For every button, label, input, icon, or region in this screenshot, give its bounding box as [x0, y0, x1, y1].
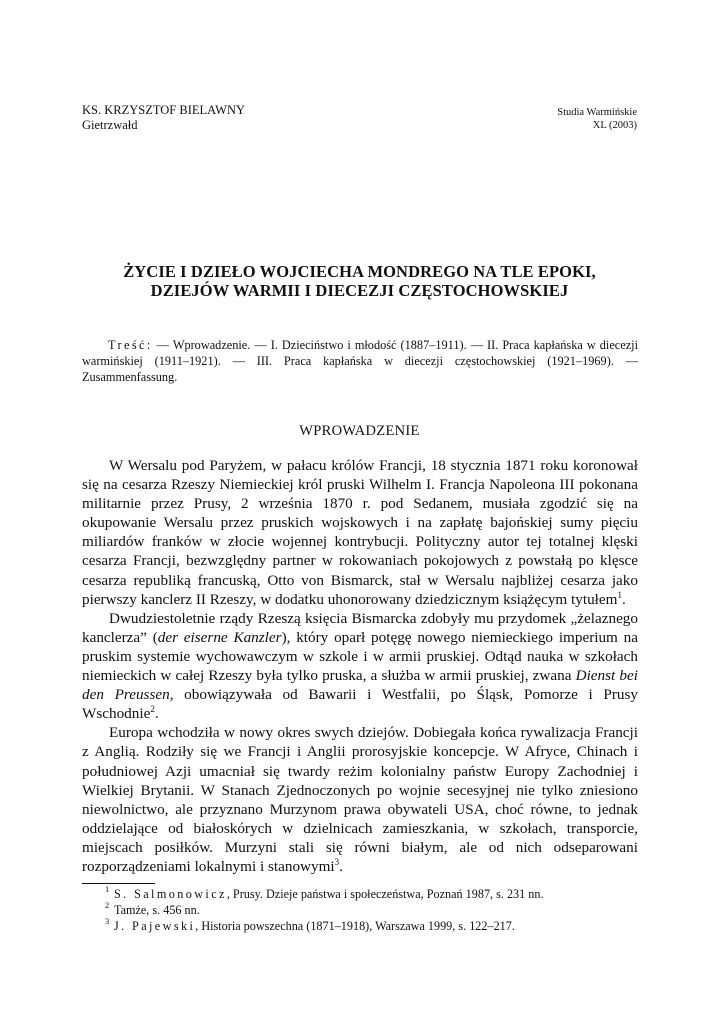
footnote-2-text: Tamże, s. 456 nn. — [114, 903, 200, 917]
paragraph-2-italic-a: der eiserne Kanzler — [157, 628, 282, 646]
paragraph-3-text: Europa wchodziła w nowy okres swych dziejów. Dobiegała końca rywalizacja Francji z Anglią. Rodziły się we Francji i Anglii prorosyjskie koncepcje. W Afryce, Chinach i południowej Azji umacniał się twardy reżim kolonialny państw Europy Zachodniej i Wielkiej Brytanii. W Stanach Zjednoczonych po wojnie secesyjnej nie tylko zniesiono niewolnictwo, ale przyznano Murzynom prawa obywateli USA, choć równe, to jednak oddzielające od białoskórych w dzielnicach zamieszkania, w szkołach, transporcie, miejscach posiłków. Murzyni stali się równi białym, ale od nich odseparowani rozporządzeniami lokalnymi i stanowymi — [82, 724, 638, 875]
article-title — [60, 262, 659, 300]
footnote-2: 2 Tamże, s. 456 nn. — [105, 900, 200, 917]
contents-label: Treść: — [108, 338, 153, 352]
footnote-3: 3 J. Pajewski, Historia powszechna (1871–1918), Warszawa 1999, s. 122–217. — [105, 916, 515, 933]
paragraph-2-text-b: ), który oparł potęgę nowego niemieckiego imperium na pruskim systemie wychowawczym w szkole i w armii pruskiej. Odtąd nauka w szkołach niemieckich w całej Rzeszy była tylko pruska, a służba w armii pruskiej, zwana — [82, 628, 639, 685]
footnote-3-author: J. Pajewski — [114, 919, 196, 933]
footnote-1-text: , Prusy. Dzieje państwa i społeczeństwa, Poznań 1987, s. 231 nn. — [226, 887, 544, 901]
paragraph-2-italic-b: Dienst bei den Preussen — [82, 667, 638, 704]
journal-volume: XL (2003) — [592, 120, 637, 131]
author-affiliation: Gietrzwałd — [82, 118, 138, 132]
paragraph-2-text-a: Dwudziestoletnie rządy Rzeszą księcia Bismarcka zdobyły mu przydomek „żelaznego kanclerza” ( — [82, 609, 638, 646]
footnote-ref-1: 1 — [617, 589, 622, 600]
paragraph-2-text-c: , obowiązywała od Bawarii i Westfalii, po Śląsk, Pomorze i Prusy Wschodnie — [82, 686, 639, 723]
paragraph-2: Dwudziestoletnie rządy Rzeszą księcia Bismarcka zdobyły mu przydomek „żelaznego kanclerza” (der eiserne Kanzler), który oparł potęgę nowego niemieckiego imperium na pruskim systemie wychowawczym w szkole i w armii pruskiej. Odtąd nauka w szkołach niemieckich w całej Rzeszy była tylko pruska, a służba w armii pruskiej, zwana Dienst bei den Preussen, obowiązywała od Bawarii i Westfalii, po Śląsk, Pomorze i Prusy Wschodnie$^2$. — [82, 609, 639, 723]
paragraph-1: W Wersalu pod Paryżem, w pałacu królów Francji, 18 stycznia 1871 roku koronował się na cesarza Rzeszy Niemieckiej król pruski Wilhelm I. Francja Napoleona III pokonana militarnie przez Prusy, 2 września 1870 r. pod Sedanem, musiała zgodzić się na okupowanie Wersalu przez pruskich wojskowych i na zapłatę bajońskiej sumy pięciu miliardów franków w złocie wojennej kontrybucji. Polityczny autor tej totalnej klęski cesarza Francji, bezwzględny partner w rokowaniach pokojowych z powstałą po klęsce cesarza republiką francuską, Otto von Bismarck, stał w Wersalu najbliżej cesarza jako pierwszy kanclerz II Rzeszy, w dodatku uhonorowany dziedzicznym książęcym tytułem$^1$. — [82, 457, 638, 608]
footnote-3-text: , Historia powszechna (1871–1918), Warszawa 1999, s. 122–217. — [195, 919, 515, 933]
paragraph-3: Europa wchodziła w nowy okres swych dziejów. Dobiegała końca rywalizacja Francji z Anglią. Rodziły się we Francji i Anglii prorosyjskie koncepcje. W Afryce, Chinach i południowej Azji umacniał się twardy reżim kolonialny państw Europy Zachodniej i Wielkiej Brytanii. W Stanach Zjednoczonych po wojnie secesyjnej nie tylko zniesiono niewolnictwo, ale przyznano Murzynom prawa obywateli USA, choć równe, to jednak oddzielające od białoskórych w dzielnicach zamieszkania, w szkołach, transporcie, miejscach posiłków. Murzyni stali się równi białym, ale od nich odseparowani rozporządzeniami lokalnymi i stanowymi$^3$. — [82, 724, 638, 875]
footnote-1: 1 S. Salmonowicz, Prusy. Dzieje państwa i społeczeństwa, Poznań 1987, s. 231 nn. — [105, 884, 544, 901]
author-name: KS. KRZYSZTOF BIELAWNY — [82, 103, 246, 117]
footnotes — [82, 886, 638, 934]
table-of-contents — [82, 337, 638, 385]
section-heading: WPROWADZENIE — [299, 423, 420, 439]
footnote-ref-2: 2 — [150, 704, 155, 715]
author-block — [82, 103, 245, 133]
paragraph-1-text: W Wersalu pod Paryżem, w pałacu królów Francji, 18 stycznia 1871 roku koronował się na cesarza Rzeszy Niemieckiej król pruski Wilhelm I. Francja Napoleona III pokonana militarnie przez Prusy, 2 września 1870 r. pod Sedanem, musiała zgodzić się na okupowanie Wersalu przez pruskich wojskowych i na zapłatę bajońskiej sumy pięciu miliardów franków w złocie wojennej kontrybucji. Polityczny autor tej totalnej klęski cesarza Francji, bezwzględny partner w rokowaniach pokojowych z powstałą po klęsce cesarza republiką francuską, Otto von Bismarck, stał w Wersalu najbliżej cesarza jako pierwszy kanclerz II Rzeszy, w dodatku uhonorowany dziedzicznym książęcym tytułem — [82, 457, 638, 608]
footnote-1-author: S. Salmonowicz — [114, 887, 227, 901]
journal-name: Studia Warmińskie — [557, 107, 637, 118]
footnote-ref-3: 3 — [334, 856, 340, 867]
footnote-rule — [82, 883, 155, 884]
contents-text: — Wprowadzenie. — I. Dzieciństwo i młodość (1887–1911). — II. Praca kapłańska w diecezji warmińskiej (1911–1921). — III. Praca kapłańska w diecezji częstochowskiej (1921–1969). — Zusammenfassung. — [82, 338, 638, 384]
journal-block — [557, 106, 637, 132]
title-line-1: ŻYCIE I DZIEŁO WOJCIECHA MONDREGO NA TLE EPOKI, — [123, 262, 596, 281]
title-line-2: DZIEJÓW WARMII I DIECEZJI CZĘSTOCHOWSKIEJ — [150, 281, 569, 300]
body-text — [82, 456, 638, 876]
